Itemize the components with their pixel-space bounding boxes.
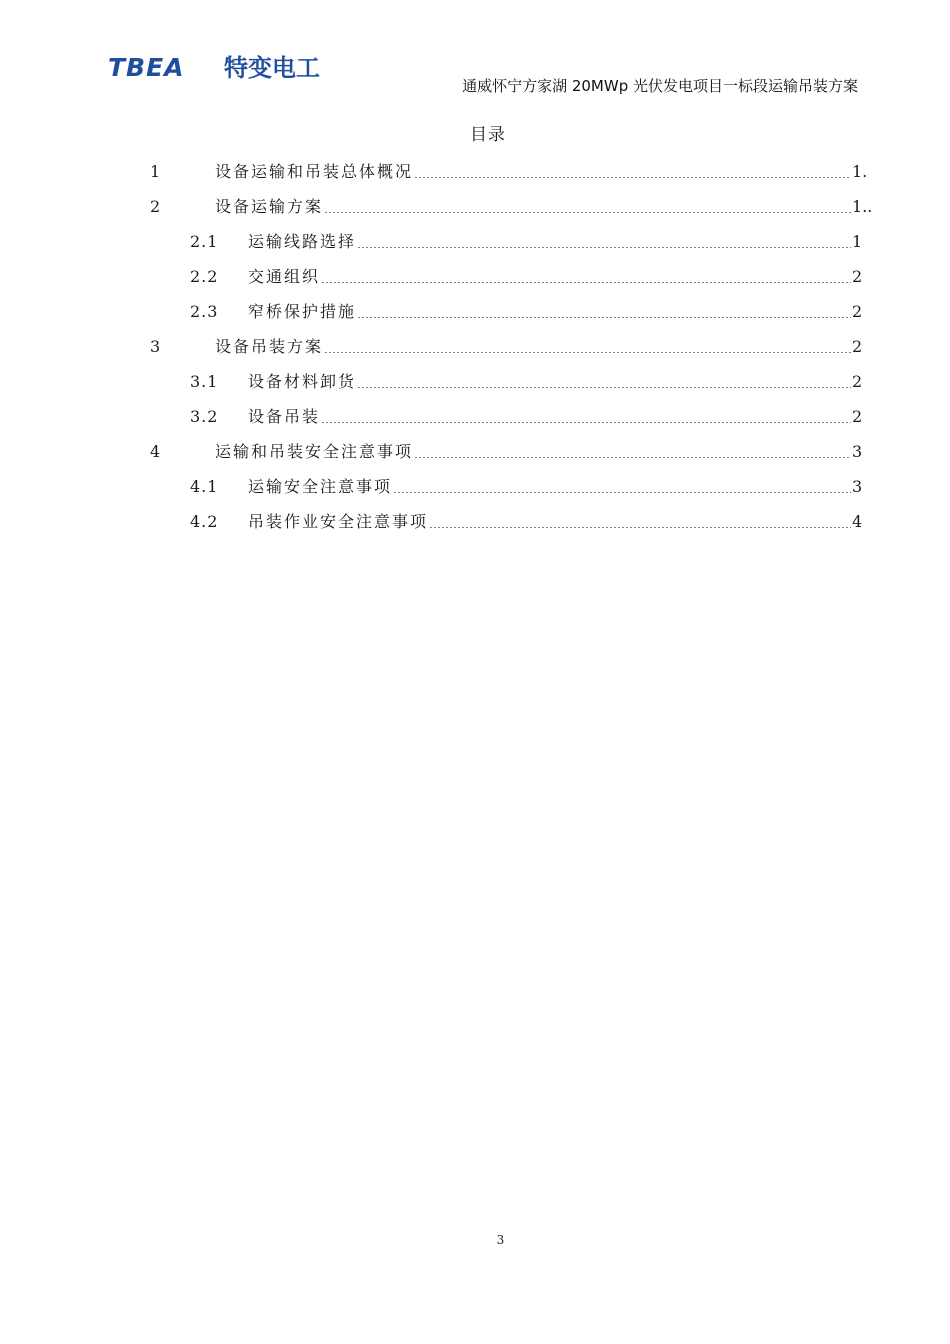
toc-entry-page: 2 [852, 372, 863, 391]
toc-title: 目录 [470, 125, 506, 145]
toc-entry[interactable] [150, 191, 873, 217]
toc-entry-page: 2 [852, 407, 863, 426]
toc-entry-number: 2 [150, 197, 162, 216]
toc-entry-number: 4 [150, 442, 162, 461]
toc-dot-leader [429, 512, 851, 532]
toc-entry-number: 3.2 [190, 407, 219, 426]
toc-entry[interactable] [150, 156, 866, 182]
toc-dot-leader [321, 407, 851, 427]
toc-entry-page: 3 [852, 477, 863, 496]
toc-entry-number: 4.2 [190, 512, 219, 531]
toc-dot-leader [324, 197, 851, 217]
toc-entry-page: 2 [852, 302, 863, 321]
toc-dot-leader [393, 477, 851, 497]
toc-entry[interactable] [190, 506, 866, 532]
toc-entry-number: 2.2 [190, 267, 219, 286]
toc-entry-title: 窄桥保护措施 [248, 302, 357, 321]
toc-entry-page: 3 [852, 442, 863, 461]
logo-cjk-text: 特变电工 [224, 54, 320, 80]
toc-entry[interactable] [190, 366, 866, 392]
toc-entry-page: 1 [852, 232, 863, 251]
toc-dot-leader [357, 302, 851, 322]
toc-entry-title: 设备吊装 [248, 407, 321, 426]
toc-entry-title: 运输和吊装安全注意事项 [215, 442, 414, 461]
toc-entry[interactable] [150, 331, 866, 357]
toc-entry-title: 运输安全注意事项 [248, 477, 393, 496]
toc-entry[interactable] [150, 436, 866, 462]
toc-dot-leader [414, 442, 851, 462]
toc-entry[interactable] [190, 471, 866, 497]
toc-entry-number: 2.3 [190, 302, 219, 321]
toc-entry-title: 吊装作业安全注意事项 [248, 512, 429, 531]
toc-entry-title: 设备运输和吊装总体概况 [215, 162, 414, 181]
toc-entry[interactable] [190, 401, 866, 427]
toc-entry-number: 1 [150, 162, 162, 181]
toc-dot-leader [357, 372, 851, 392]
toc-entry-title: 设备运输方案 [215, 197, 324, 216]
toc-entry[interactable] [190, 226, 866, 252]
toc-entry-number: 4.1 [190, 477, 219, 496]
toc-entry-title: 运输线路选择 [248, 232, 357, 251]
toc-entry-page: 2 [852, 337, 863, 356]
toc-entry-title: 设备材料卸货 [248, 372, 357, 391]
toc-entry[interactable] [190, 261, 866, 287]
logo-latin-text: TBEA [108, 54, 185, 80]
toc-entry-page: 2 [852, 267, 863, 286]
toc-entry-title: 设备吊装方案 [215, 337, 324, 356]
toc-entry-page: 1.. [852, 197, 873, 216]
toc-entry-title: 交通组织 [248, 267, 321, 286]
toc-dot-leader [321, 267, 851, 287]
toc-entry-page: 4 [852, 512, 863, 531]
toc-dot-leader [357, 232, 851, 252]
toc-entry[interactable] [190, 296, 866, 322]
toc-dot-leader [414, 162, 851, 182]
tbea-logo [106, 54, 344, 80]
toc-dot-leader [324, 337, 851, 357]
toc-entry-number: 3.1 [190, 372, 219, 391]
toc-entry-number: 2.1 [190, 232, 219, 251]
toc-entry-number: 3 [150, 337, 162, 356]
document-header-title: 通威怀宁方家湖 20MWp 光伏发电项目一标段运输吊装方案 [462, 77, 858, 95]
page-number: 3 [496, 1233, 505, 1247]
toc-entry-page: 1. [852, 162, 868, 181]
